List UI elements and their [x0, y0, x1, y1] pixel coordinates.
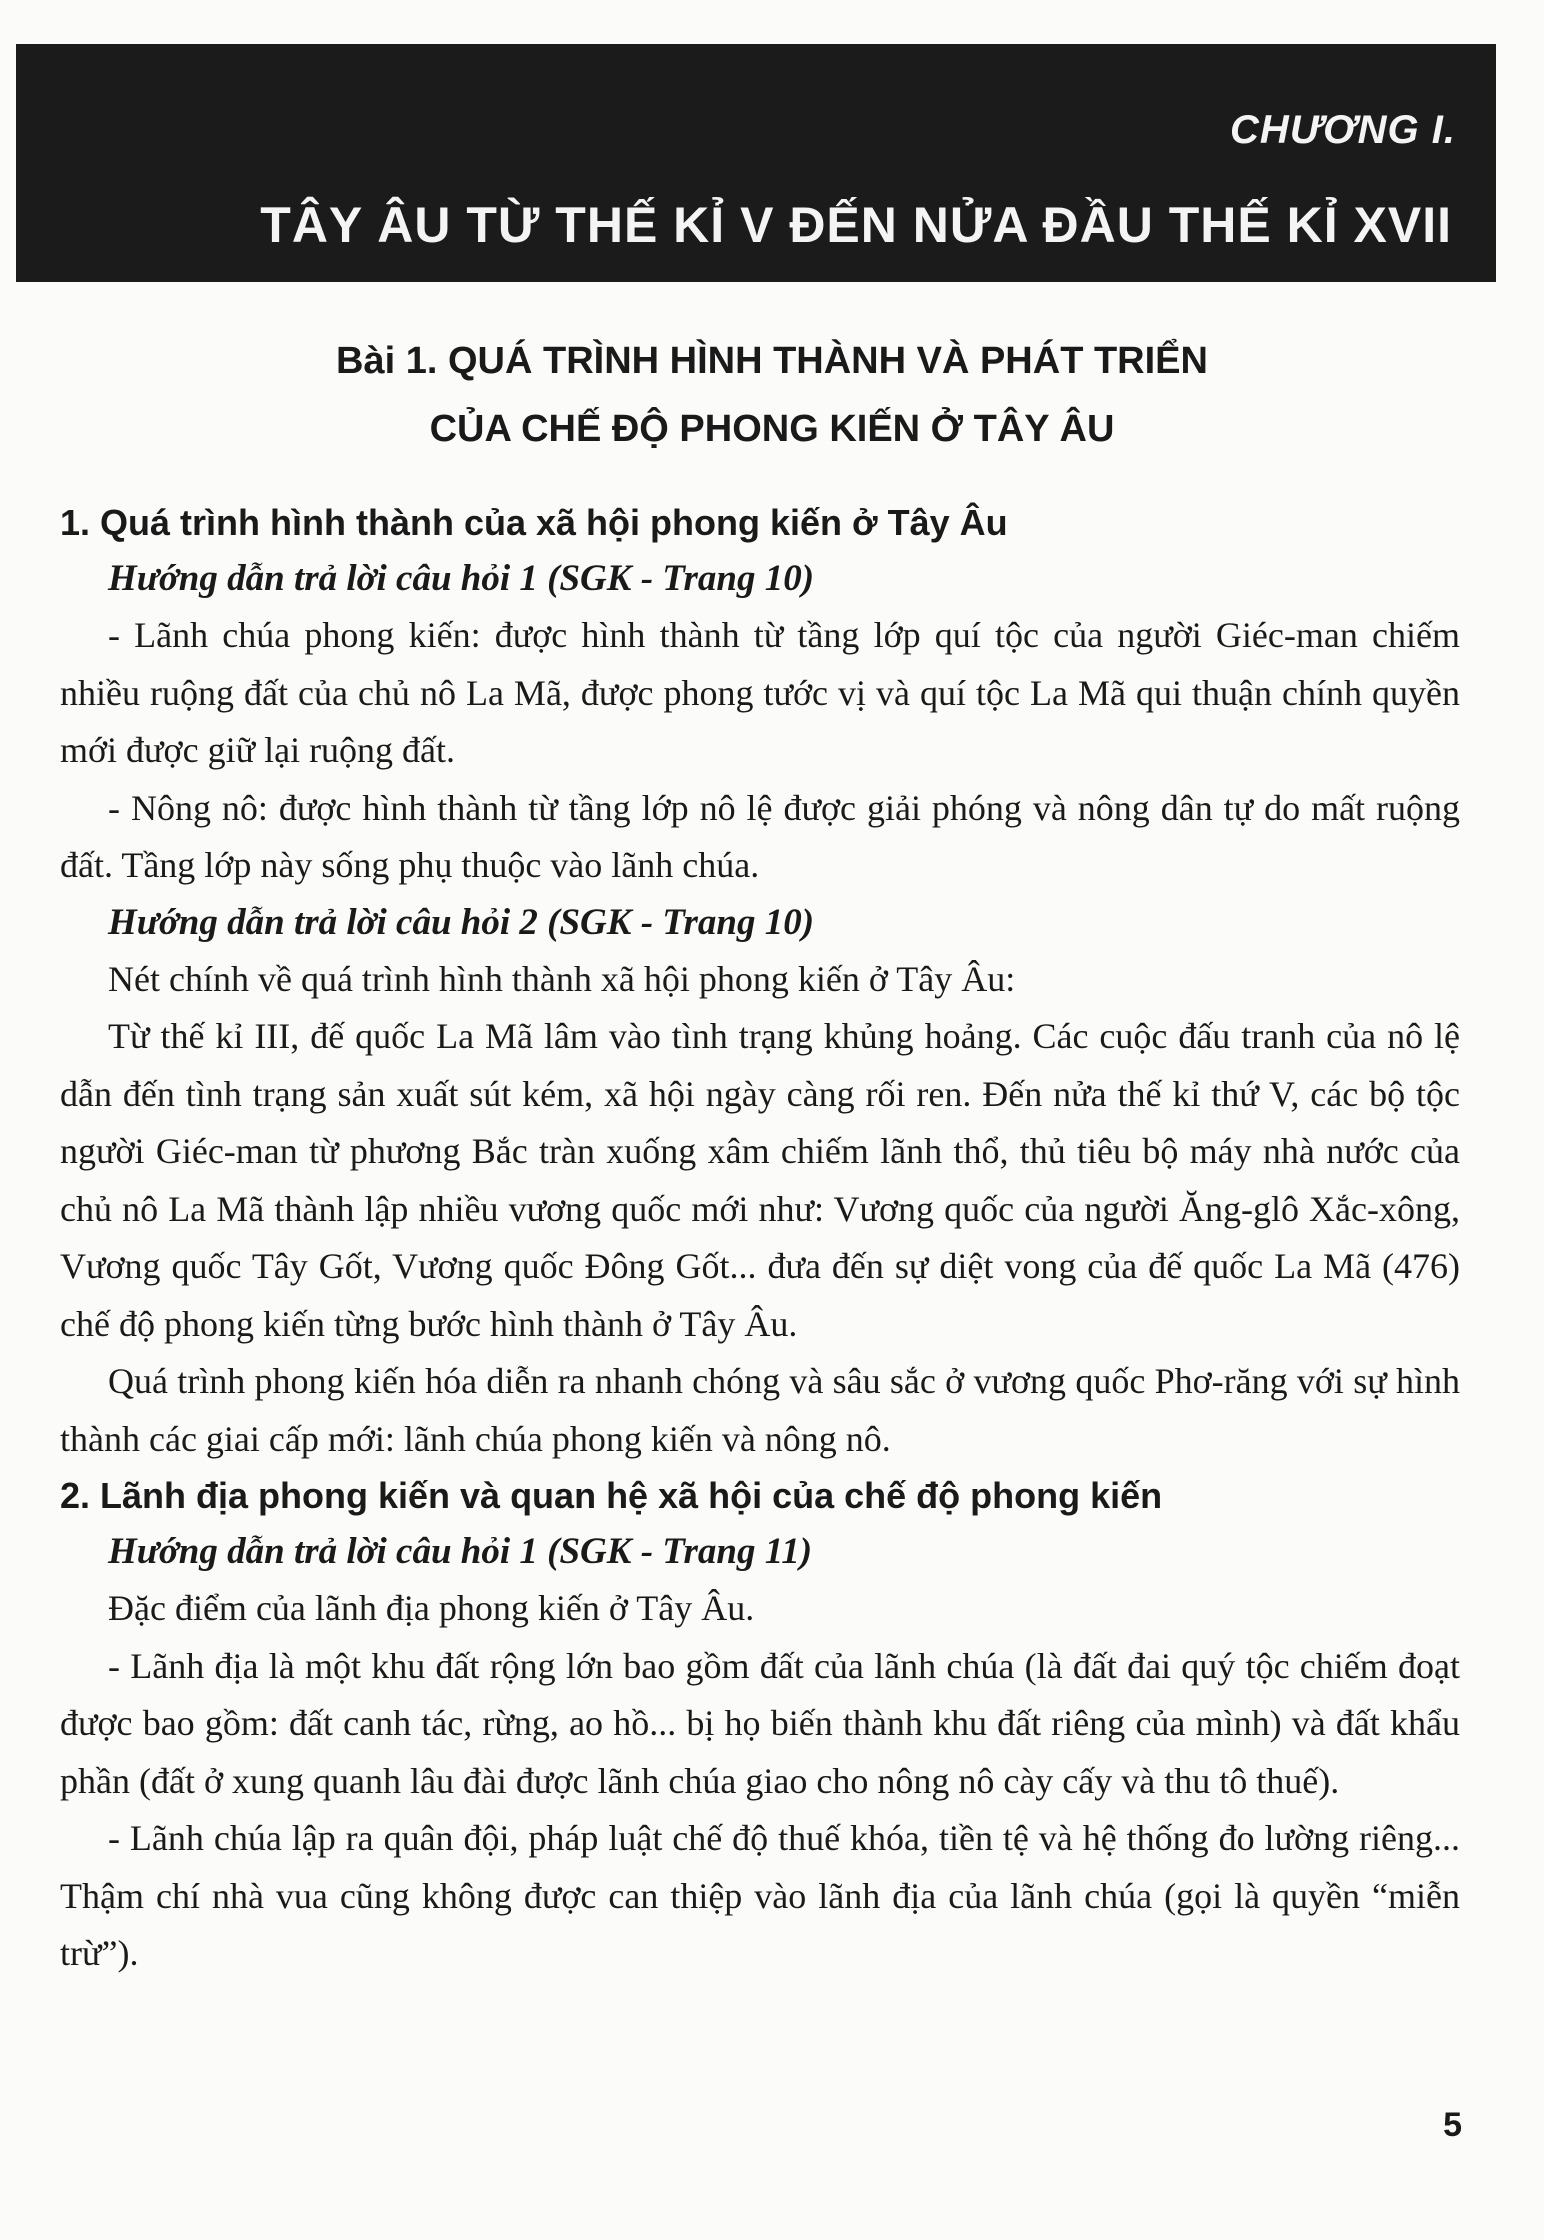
paragraph: Quá trình phong kiến hóa diễn ra nhanh chóng và sâu sắc ở vương quốc Phơ-răng với sự hình thành các giai cấp mới: lãnh chúa phong kiến và nông nô. — [60, 1361, 1460, 1459]
section-heading-1: 1. Quá trình hình thành của xã hội phong kiến ở Tây Âu — [60, 502, 1008, 543]
lesson-title-line2: CỦA CHẾ ĐỘ PHONG KIẾN Ở TÂY ÂU — [429, 408, 1115, 450]
paragraph: - Nông nô: được hình thành từ tầng lớp nô lệ được giải phóng và nông dân tự do mất ruộng đất. Tầng lớp này sống phụ thuộc vào lãnh chúa. — [60, 787, 1460, 885]
section-heading-2: 2. Lãnh địa phong kiến và quan hệ xã hội của chế độ phong kiến — [60, 1475, 1163, 1516]
chapter-label: CHƯƠNG I. — [1230, 108, 1456, 152]
page-content — [60, 495, 1460, 1983]
lesson-title-text-1: QUÁ TRÌNH HÌNH THÀNH VÀ PHÁT TRIỂN — [447, 340, 1208, 382]
guide-heading: Hướng dẫn trả lời câu hỏi 1 (SGK - Trang 11) — [108, 1531, 813, 1572]
paragraph: - Lãnh chúa phong kiến: được hình thành từ tầng lớp quí tộc của người Giéc-man chiếm nhiều ruộng đất của chủ nô La Mã, được phong tước vị và quí tộc La Mã qui thuận chính quyền mới được giữ lại ruộng đất. — [60, 615, 1460, 770]
paragraph: Từ thế kỉ III, đế quốc La Mã lâm vào tình trạng khủng hoảng. Các cuộc đấu tranh của nô lệ dẫn đến tình trạng sản xuất sút kém, xã hội ngày càng rối ren. Đến nửa thế kỉ thứ V, các bộ tộc người Giéc-man từ phương Bắc tràn xuống xâm chiếm lãnh thổ, thủ tiêu bộ máy nhà nước của chủ nô La Mã thành lập nhiều vương quốc mới như: Vương quốc của người Ăng-glô Xắc-xông, Vương quốc Tây Gốt, Vương quốc Đông Gốt... đưa đến sự diệt vong của đế quốc La Mã (476) chế độ phong kiến từng bước hình thành ở Tây Âu. — [60, 1016, 1460, 1344]
chapter-banner — [16, 44, 1496, 282]
paragraph: Nét chính về quá trình hình thành xã hội phong kiến ở Tây Âu: — [108, 958, 1016, 999]
paragraph: - Lãnh địa là một khu đất rộng lớn bao gồm đất của lãnh chúa (là đất đai quý tộc chiếm đoạt được bao gồm: đất canh tác, rừng, ao hồ... bị họ biến thành khu đất riêng của mình) và đất khẩu phần (đất ở xung quanh lâu đài được lãnh chúa giao cho nông nô cày cấy và thu tô thuế). — [60, 1645, 1460, 1801]
lesson-title-line1 — [0, 340, 1544, 383]
lesson-number: Bài 1. — [336, 340, 438, 382]
paragraph: - Lãnh chúa lập ra quân đội, pháp luật chế độ thuế khóa, tiền tệ và hệ thống đo lường riêng... Thậm chí nhà vua cũng không được can thiệp vào lãnh địa của lãnh chúa (gọi là quyền “miễn trừ”). — [60, 1818, 1460, 1973]
guide-heading: Hướng dẫn trả lời câu hỏi 1 (SGK - Trang 10) — [108, 558, 815, 599]
paragraph: Đặc điểm của lãnh địa phong kiến ở Tây Âu. — [108, 1588, 755, 1628]
page-number: 5 — [1443, 2106, 1462, 2144]
chapter-title: TÂY ÂU TỪ THẾ KỈ V ĐẾN NỬA ĐẦU THẾ KỈ XVII — [260, 197, 1452, 253]
guide-heading: Hướng dẫn trả lời câu hỏi 2 (SGK - Trang 10) — [108, 901, 815, 943]
